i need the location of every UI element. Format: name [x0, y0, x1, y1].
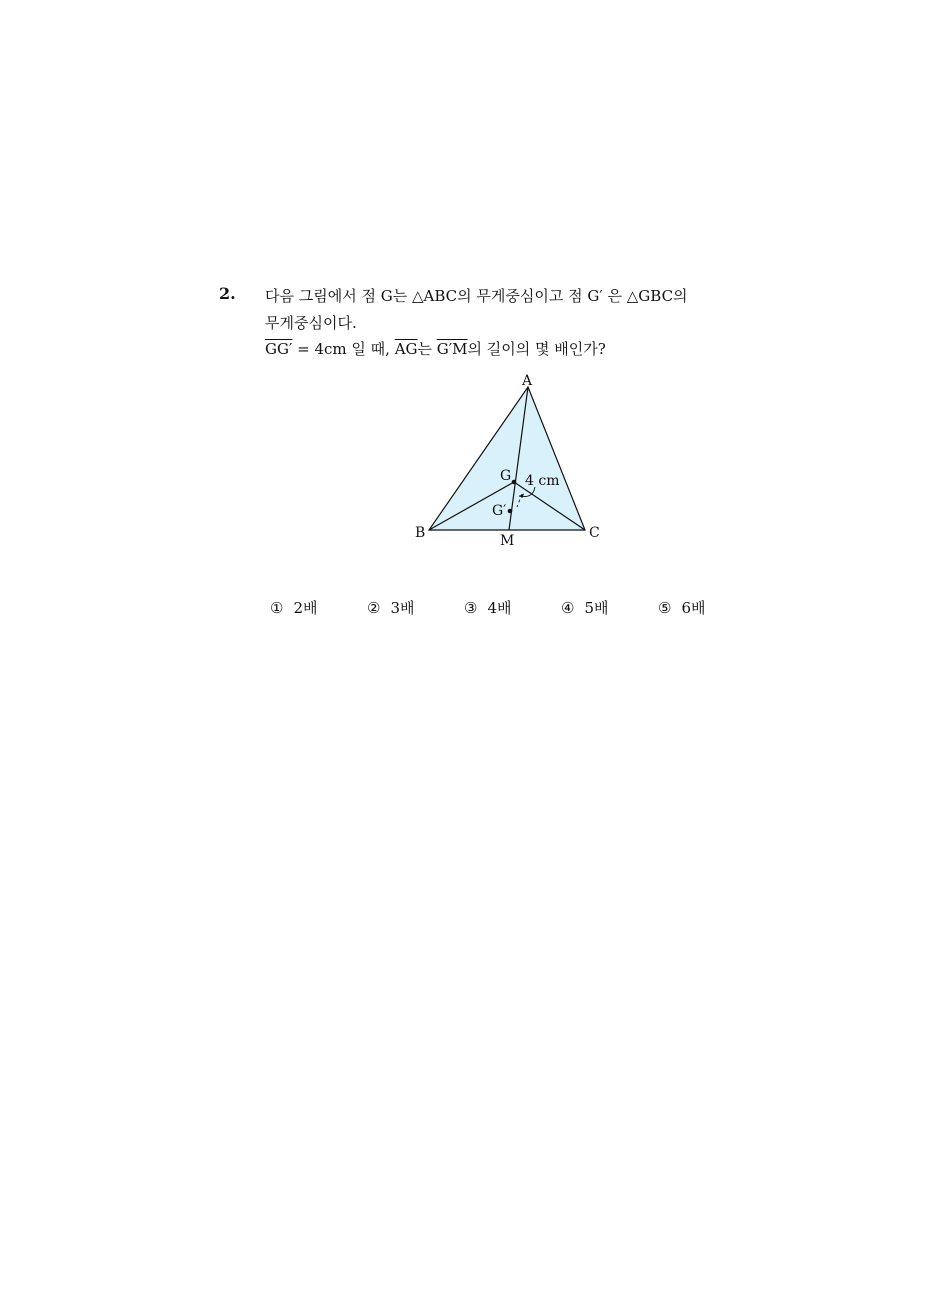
text-part-2: 는	[417, 340, 437, 358]
text-part-1: = 4cm 일 때,	[292, 340, 395, 358]
choice-3-text: 4배	[487, 599, 512, 617]
choice-4[interactable]	[561, 597, 609, 618]
problem-text-line-1: 다음 그림에서 점 G는 △ABC의 무게중심이고 점 G′ 은 △GBC의	[265, 287, 688, 305]
choice-4-mark: ④	[561, 599, 575, 617]
problem-number: 2.	[219, 284, 236, 303]
problem-text-line-3	[265, 338, 606, 359]
segment-g-prime-m: G′M	[436, 340, 468, 358]
text-part-3: 의 길이의 몇 배인가?	[467, 340, 606, 358]
choice-3-mark: ③	[464, 599, 478, 617]
choice-5-mark: ⑤	[658, 599, 672, 617]
label-c: C	[589, 525, 600, 541]
choice-5[interactable]	[658, 597, 706, 618]
choice-3[interactable]	[464, 597, 512, 618]
answer-choices	[270, 597, 730, 621]
label-m: M	[500, 533, 515, 549]
choice-2-mark: ②	[367, 599, 381, 617]
label-g: G	[500, 468, 512, 484]
choice-4-text: 5배	[584, 599, 609, 617]
label-a: A	[522, 373, 533, 389]
choice-1[interactable]	[270, 597, 318, 618]
label-b: B	[415, 525, 426, 541]
label-g-prime: G′	[492, 503, 507, 519]
choice-2[interactable]	[367, 597, 415, 618]
choice-5-text: 6배	[681, 599, 706, 617]
segment-gg-prime: GG′	[265, 340, 293, 358]
label-length: 4 cm	[525, 473, 560, 489]
choice-2-text: 3배	[390, 599, 415, 617]
point-g-prime	[508, 509, 513, 514]
segment-ag: $\overline{AG}$	[394, 340, 418, 358]
choice-1-mark: ①	[270, 599, 284, 617]
problem-text-line-2: 무게중심이다.	[265, 314, 357, 332]
triangle-figure	[400, 365, 620, 555]
point-g	[512, 480, 517, 485]
triangle-abc	[429, 387, 585, 530]
choice-1-text: 2배	[293, 599, 318, 617]
